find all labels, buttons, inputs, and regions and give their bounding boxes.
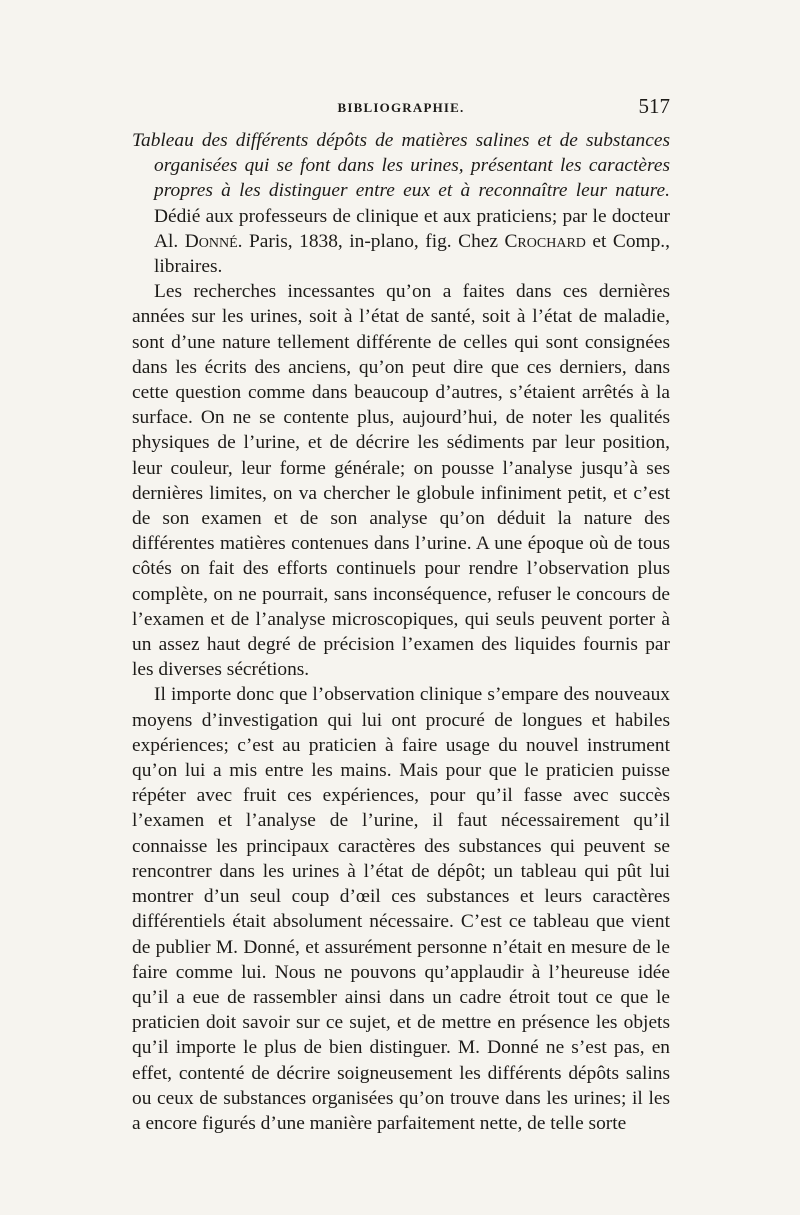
page-number: 517 bbox=[638, 94, 670, 118]
entry-publication-end: et Comp., libraires. bbox=[154, 230, 671, 278]
entry-title: Tableau des différents dépôts de matières salines et de substances organisées qui se font dans les urines, présentant les caractères propres à les distinguer entre eux et à reconnaître leur nature. bbox=[132, 130, 670, 202]
entry-publication: . Paris, 1838, in-plano, fig. Chez bbox=[237, 230, 505, 252]
bibliographic-entry bbox=[132, 128, 670, 279]
paragraph: Il importe donc que l’observation clinique s’empare des nouveaux moyens d’investigation qui lui ont procuré de longues et habiles expériences; c’est au praticien à faire usage du nouvel instrument qu’on lui a mis entre les mains. Mais pour que le praticien puisse répéter avec fruit ces expériences, pour qu’il fasse avec succès l’examen et l’analyse de l’urine, il faut nécessairement qu’il connaisse les principaux caractères des substances qui peuvent se rencontrer dans les urines à l’état de dépôt; un tableau qui pût lui montrer d’un seul coup d’œil ces substances et leurs caractères différentiels était absolument nécessaire. C’est ce tableau que vient de publier M. Donné, et assurément personne n’était en mesure de le faire comme lui. Nous ne pouvons qu’applaudir à l’heureuse idée qu’il a eue de rassembler ainsi dans un cadre étroit tout ce que le praticien doit savoir sur ce sujet, et de mettre en présence les objets qu’il importe le plus de bien distinguer. M. Donné ne s’est pas, en effet, contenté de décrire soigneusement les différents dépôts salins ou ceux de substances organisées qu’on trouve dans les urines; il les a encore figurés d’une manière parfaitement nette, de telle sorte bbox=[132, 684, 670, 1134]
entry-details: Dédié aux professeurs de clinique et aux praticiens; par le docteur Al. bbox=[154, 205, 670, 252]
entry-author: Donné bbox=[184, 230, 238, 252]
entry-publisher: Crochard bbox=[504, 230, 586, 252]
paragraph: Les recherches incessantes qu’on a faites dans ces dernières années sur les urines, soit à l’état de santé, soit à l’état de maladie, sont d’une nature tellement différente de celles qui sont consignées dans les écrits des anciens, qu’on peut dire que ces derniers, dans cette question comme dans beaucoup d’autres, s’étaient arrêtés à la surface. On ne se contente plus, aujourd’hui, de noter les qualités physiques de l’urine, et de décrire les sédiments par leur position, leur couleur, leur forme générale; on pousse l’analyse jusqu’à ses dernières limites, on va chercher le globule infiniment petit, et c’est de son examen et de son analyse qu’on déduit la nature des différentes matières contenues dans l’urine. A une époque où de tous côtés on fait des efforts continuels pour rendre l’observation plus complète, on ne pourrait, sans inconséquence, refuser le concours de l’examen et de l’analyse microscopiques, qui seuls peuvent porter à un assez haut degré de précision l’examen des liquides fournis par les diverses sécrétions. bbox=[132, 281, 670, 681]
body-text bbox=[132, 128, 670, 1136]
running-title: BIBLIOGRAPHIE. bbox=[337, 100, 465, 115]
running-head bbox=[132, 94, 670, 118]
